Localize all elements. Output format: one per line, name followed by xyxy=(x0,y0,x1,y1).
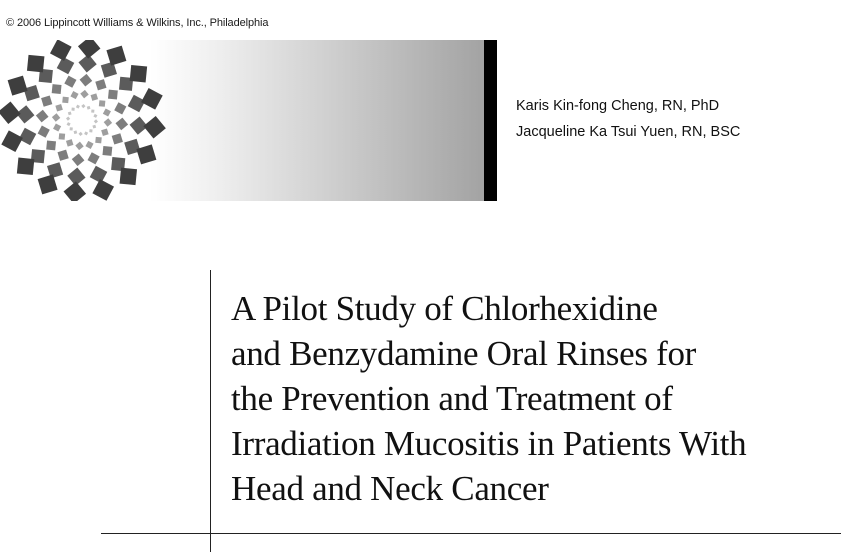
title-line: Irradiation Mucositis in Patients With xyxy=(231,424,747,463)
burst-square xyxy=(55,104,62,111)
burst-square xyxy=(90,166,108,184)
burst-square xyxy=(114,102,126,114)
burst-square xyxy=(64,181,87,201)
burst-square xyxy=(130,65,147,82)
burst-square xyxy=(1,130,23,152)
burst-square xyxy=(57,57,75,75)
burst-square xyxy=(103,108,111,116)
burst-square xyxy=(52,113,60,121)
burst-square xyxy=(91,93,98,100)
header-banner xyxy=(0,40,497,201)
burst-square xyxy=(78,132,82,136)
burst-square xyxy=(59,133,66,140)
burst-square xyxy=(93,114,97,118)
burst-square xyxy=(115,118,128,131)
burst-square xyxy=(52,84,62,94)
burst-square xyxy=(80,90,88,98)
burst-square xyxy=(66,139,73,146)
burst-square xyxy=(0,102,21,125)
burst-square xyxy=(70,91,78,99)
burst-square xyxy=(50,40,72,61)
burst-square xyxy=(19,128,37,146)
burst-square xyxy=(71,108,74,111)
burst-square xyxy=(94,119,98,123)
burst-square xyxy=(99,100,106,107)
burst-square xyxy=(64,76,76,88)
burst-square xyxy=(106,46,126,66)
burst-square xyxy=(66,116,70,120)
burst-square xyxy=(92,179,114,201)
burst-square xyxy=(62,97,69,104)
title-line: and Benzydamine Oral Rinses for xyxy=(231,334,697,373)
burst-square xyxy=(92,125,96,129)
banner-black-bar xyxy=(484,40,497,201)
burst-square xyxy=(112,133,123,144)
author-name: Jacqueline Ka Tsui Yuen, RN, BSC xyxy=(516,124,741,140)
burst-square xyxy=(17,158,34,175)
burst-square xyxy=(41,95,52,106)
radial-squares-burst-icon xyxy=(0,40,170,201)
burst-square xyxy=(91,109,94,112)
title-line: the Prevention and Treatment of xyxy=(231,379,673,418)
author-name: Karis Kin-fong Cheng, RN, PhD xyxy=(516,98,720,114)
burst-square xyxy=(101,129,108,136)
burst-square xyxy=(70,127,73,130)
burst-square xyxy=(68,112,72,116)
burst-square xyxy=(88,152,100,164)
burst-square xyxy=(120,168,137,185)
burst-square xyxy=(84,131,88,135)
burst-square xyxy=(136,144,156,164)
burst-square xyxy=(85,141,93,149)
burst-square xyxy=(87,106,91,110)
article-title xyxy=(231,286,831,511)
burst-square xyxy=(67,122,71,126)
burst-square xyxy=(75,142,83,150)
horizontal-rule xyxy=(101,533,841,534)
burst-square xyxy=(72,153,85,166)
vertical-rule xyxy=(210,270,211,552)
burst-square xyxy=(102,146,112,156)
burst-square xyxy=(104,118,112,126)
burst-square xyxy=(81,104,85,108)
title-line: Head and Neck Cancer xyxy=(231,469,549,508)
burst-square xyxy=(108,90,118,100)
burst-square xyxy=(95,79,106,90)
burst-square xyxy=(74,130,78,134)
burst-square xyxy=(36,110,49,123)
burst-square xyxy=(53,123,61,131)
burst-square xyxy=(141,88,163,110)
burst-square xyxy=(143,116,166,139)
copyright-notice: © 2006 Lippincott Williams & Wilkins, Inc., Philadelphia xyxy=(6,17,269,29)
author-list xyxy=(516,93,740,145)
burst-square xyxy=(128,95,146,113)
burst-square xyxy=(95,137,102,144)
burst-square xyxy=(46,140,56,150)
burst-square xyxy=(80,74,93,87)
burst-square xyxy=(38,126,50,138)
burst-square xyxy=(8,76,28,96)
burst-square xyxy=(57,150,68,161)
title-line: A Pilot Study of Chlorhexidine xyxy=(231,289,658,328)
burst-square xyxy=(76,105,80,109)
burst-square xyxy=(38,174,58,194)
burst-square xyxy=(78,40,101,59)
burst-square xyxy=(27,55,44,72)
burst-square xyxy=(89,129,92,132)
